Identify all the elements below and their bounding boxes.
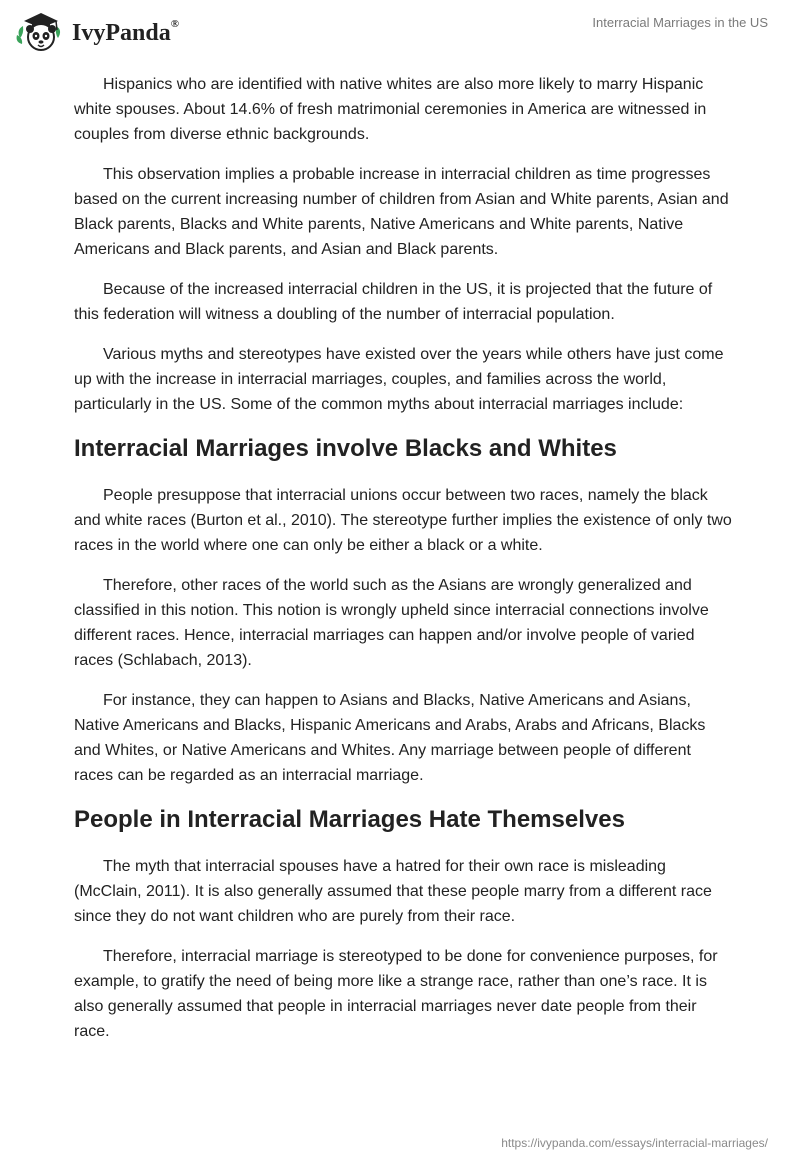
paragraph: Therefore, interracial marriage is stereotyped to be done for convenience purposes, for example, to gratify the need of being more like a strange race, rather than one’s race. It is also generally assumed that people in interracial marriages never date people from their race. [74,948,718,1040]
source-url[interactable]: https://ivypanda.com/essays/interracial-marriages/ [501,1136,768,1150]
paragraph: Hispanics who are identified with native whites are also more likely to marry Hispanic white spouses. About 14.6% of fresh matrimonial ceremonies in America are witnessed in couples from diverse ethnic backgrounds. [74,76,707,143]
brand-name: IvyPanda® [72,17,179,46]
paragraph: The myth that interracial spouses have a hatred for their own race is misleading (McClain, 2011). It is also generally assumed that these people marry from a different race since they do not want children who are purely from their race. [74,858,712,925]
paragraph: Therefore, other races of the world such as the Asians are wrongly generalized and classified in this notion. This notion is wrongly upheld since interracial connections involve different races. Hence, interracial marriages can happen and/or involve people of varied races (Schlabach, 2013). [74,577,709,669]
ivypanda-logo[interactable] [14,8,179,54]
section-heading: Interracial Marriages involve Blacks and Whites [74,435,617,462]
paragraph: This observation implies a probable increase in interracial children as time progresses based on the current increasing number of children from Asian and White parents, Asian and Black parents, Blacks and White parents, Native Americans and White parents, Native Americans and Black parents, and Asian and Black parents. [74,166,729,258]
section-heading: People in Interracial Marriages Hate Themselves [74,806,625,833]
page-header [0,0,800,70]
running-title: Interracial Marriages in the US [592,15,768,30]
paragraph: People presuppose that interracial unions occur between two races, namely the black and white races (Burton et al., 2010). The stereotype further implies the existence of only two races in the world where one can only be either a black or a white. [74,487,732,554]
paragraph: For instance, they can happen to Asians and Blacks, Native Americans and Asians, Native Americans and Blacks, Hispanic Americans and Arabs, Arabs and Africans, Blacks and Whites, or Native Americans and Whites. Any marriage between people of different races can be regarded as an interracial marriage. [74,692,706,784]
paragraph: Because of the increased interracial children in the US, it is projected that the future of this federation will witness a doubling of the number of interracial population. [74,281,713,323]
essay-body [74,72,734,1059]
paragraph: Various myths and stereotypes have existed over the years while others have just come up with the increase in interracial marriages, couples, and families across the world, particularly in the US. Some of the common myths about interracial marriages include: [74,346,724,413]
panda-logo-icon [14,8,66,54]
